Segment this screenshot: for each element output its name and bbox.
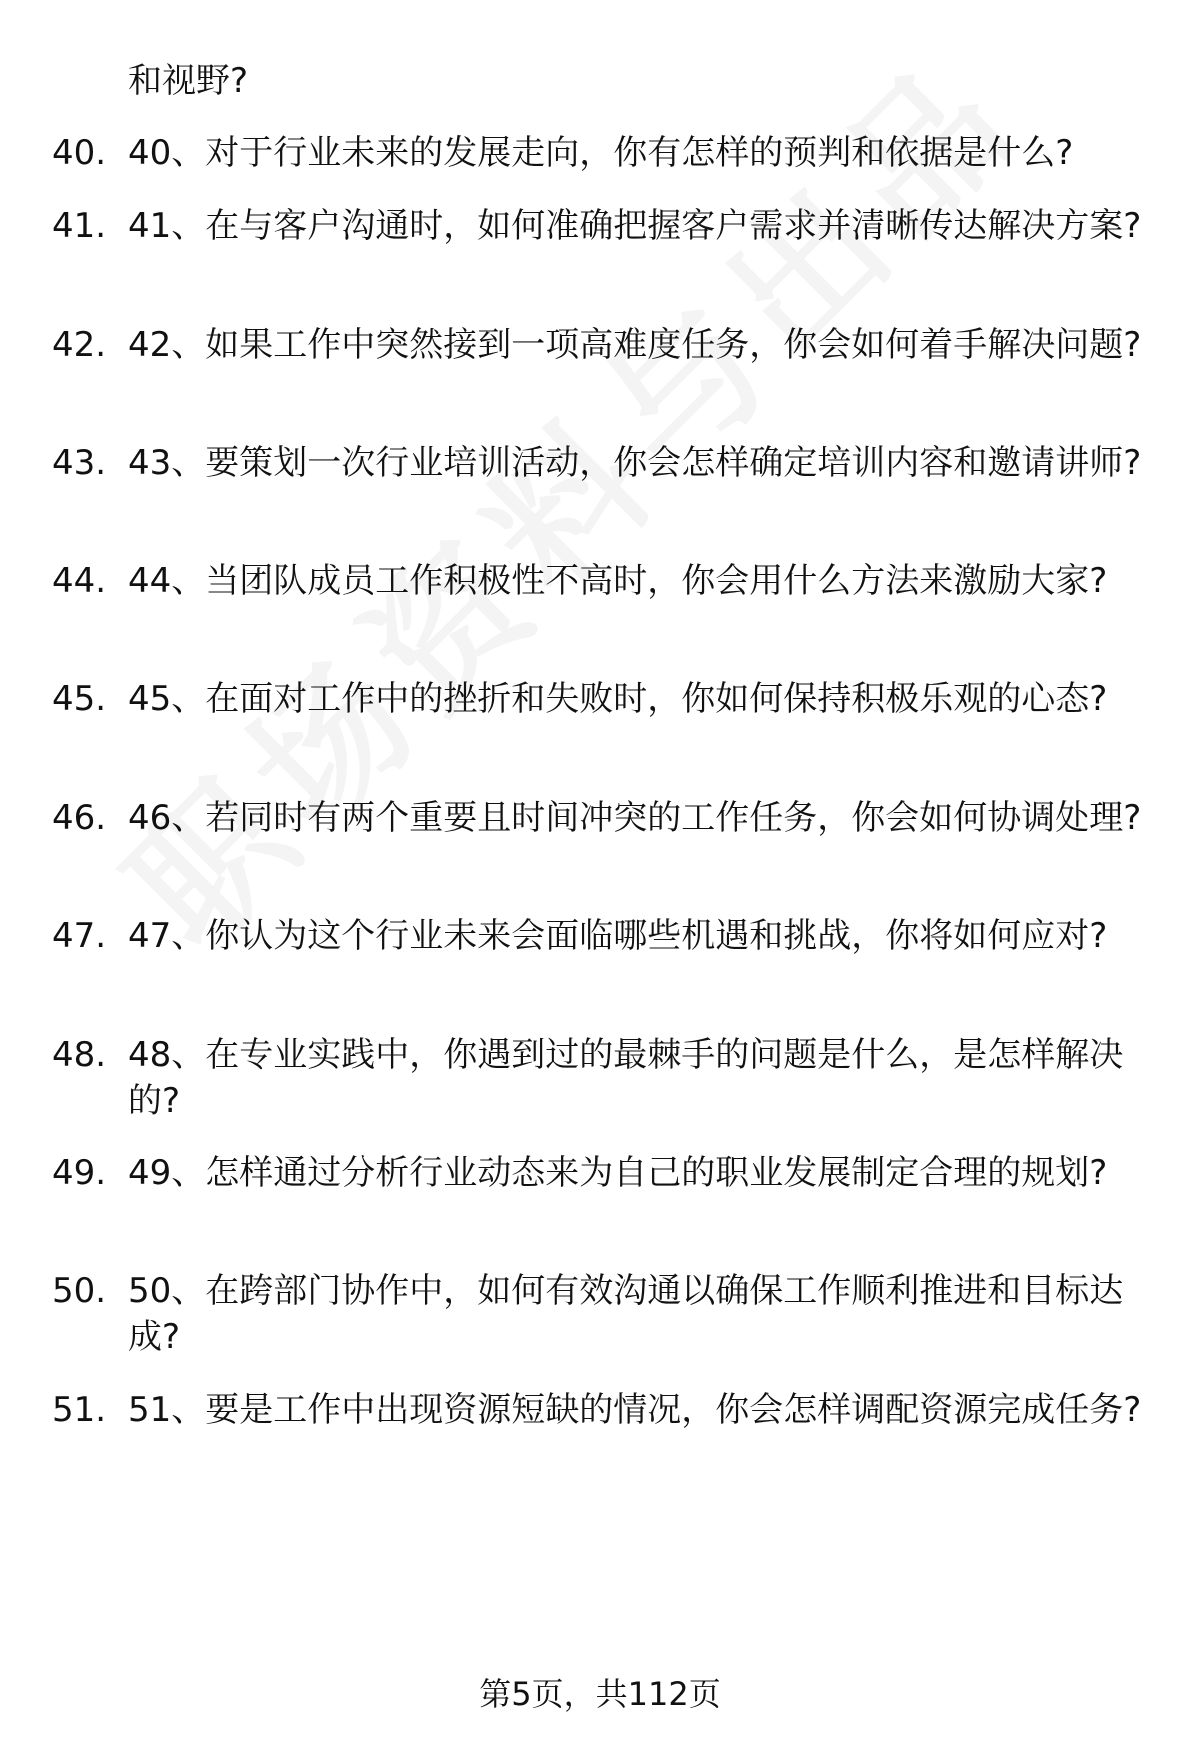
page-footer: 第5页，共112页 [479,1675,721,1713]
question-number: 45. [52,679,107,719]
question-text: 51、要是工作中出现资源短缺的情况，你会怎样调配资源完成任务? [128,1390,1142,1430]
question-text: 49、怎样通过分析行业动态来为自己的职业发展制定合理的规划? [128,1153,1108,1193]
question-text: 50、在跨部门协作中，如何有效沟通以确保工作顺利推进和目标达成? [128,1271,1124,1357]
question-number: 46. [52,798,107,838]
question-number: 48. [52,1035,107,1075]
question-text: 46、若同时有两个重要且时间冲突的工作任务，你会如何协调处理? [128,798,1142,838]
question-text: 48、在专业实践中，你遇到过的最棘手的问题是什么，是怎样解决的? [128,1035,1124,1121]
question-text: 42、如果工作中突然接到一项高难度任务，你会如何着手解决问题? [128,325,1142,365]
question-number: 40. [52,133,107,173]
question-number: 41. [52,206,107,246]
question-text: 40、对于行业未来的发展走向，你有怎样的预判和依据是什么? [128,133,1074,173]
continued-text: 和视野? [128,61,249,101]
question-text: 44、当团队成员工作积极性不高时，你会用什么方法来激励大家? [128,561,1108,601]
question-number: 44. [52,561,107,601]
question-number: 51. [52,1390,107,1430]
question-number: 42. [52,325,107,365]
question-number: 47. [52,916,107,956]
question-text: 45、在面对工作中的挫折和失败时，你如何保持积极乐观的心态? [128,679,1108,719]
question-number: 50. [52,1271,107,1311]
question-number: 49. [52,1153,107,1193]
question-text: 41、在与客户沟通时，如何准确把握客户需求并清晰传达解决方案? [128,206,1142,246]
question-text: 43、要策划一次行业培训活动，你会怎样确定培训内容和邀请讲师? [128,443,1142,483]
question-number: 43. [52,443,107,483]
question-text: 47、你认为这个行业未来会面临哪些机遇和挑战，你将如何应对? [128,916,1108,956]
